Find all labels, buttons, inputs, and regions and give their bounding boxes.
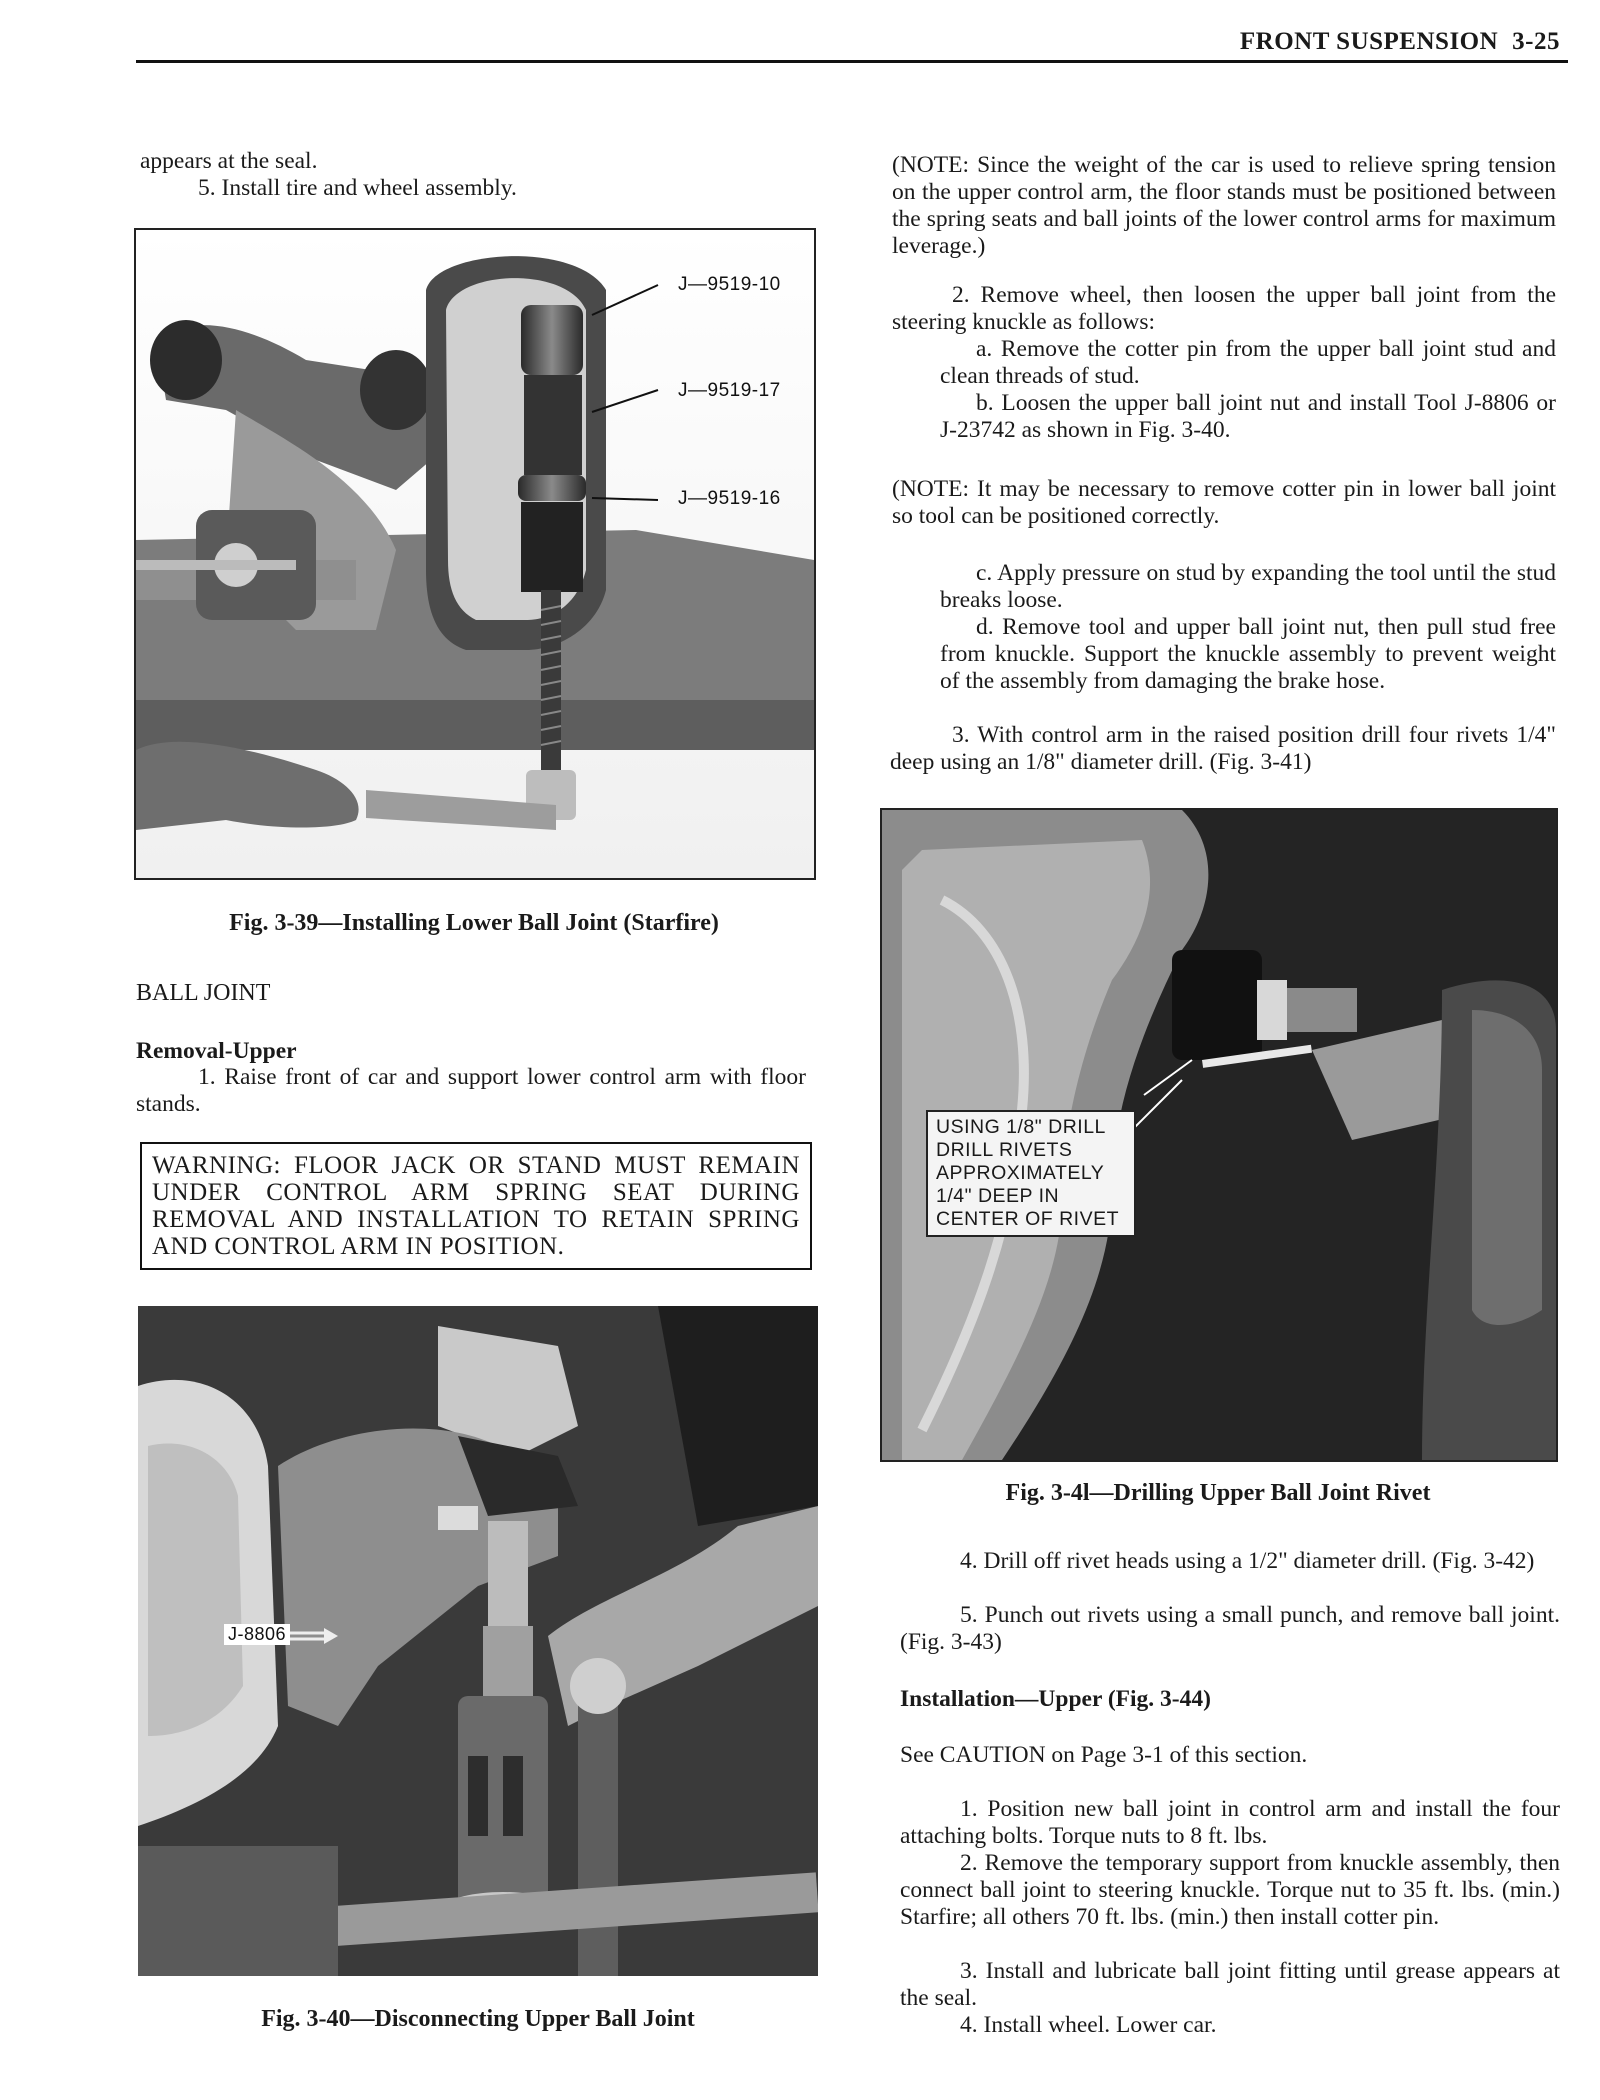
subheading-removal-upper: Removal-Upper	[136, 1038, 297, 1064]
figure-3-39	[134, 228, 816, 880]
fig41-note-line-2: DRILL RIVETS	[936, 1139, 1073, 1161]
step-4	[900, 1548, 1560, 1575]
note-1: (NOTE: Since the weight of the car is used to relieve spring tension on the upper control arm, the floor stands must be positioned between the spring seats and ball joints of the lower control arms for maximum leverage.)	[892, 152, 1556, 259]
section-heading-ball-joint: BALL JOINT	[136, 980, 271, 1006]
fig41-note-line-4: 1/4" DEEP IN	[936, 1185, 1060, 1207]
step-3-text: 3. With control arm in the raised position drill four rivets 1/4" deep using an 1/8" diameter drill. (Fig. 3-41)	[890, 722, 1556, 775]
step-2	[892, 282, 1556, 336]
figure-3-41	[880, 808, 1558, 1462]
intro-line-1: appears at the seal.	[140, 148, 318, 174]
fig41-caption: Fig. 3-4l—Drilling Upper Ball Joint Rivet	[1005, 1480, 1431, 1506]
fig41-note	[926, 1110, 1136, 1237]
fig39-callout-3: J—9519-16	[678, 488, 781, 509]
fig40-callout: J-8806	[224, 1624, 290, 1645]
warning-box: WARNING: FLOOR JACK OR STAND MUST REMAIN UNDER CONTROL ARM SPRING SEAT DURING REMOVAL AND INSTALLATION TO RETAIN SPRING AND CONTROL ARM IN POSITION.	[140, 1142, 812, 1270]
step-2-text: 2. Remove wheel, then loosen the upper ball joint from the steering knuckle as follows:	[892, 282, 1556, 335]
step-2b	[940, 390, 1556, 444]
step-5-text: 5. Punch out rivets using a small punch, and remove ball joint. (Fig. 3-43)	[900, 1602, 1560, 1655]
fig39-caption: Fig. 3-39—Installing Lower Ball Joint (Starfire)	[229, 910, 719, 936]
fig39-callout-2: J—9519-17	[678, 380, 781, 401]
fig39-callout-1: J—9519-10	[678, 274, 781, 295]
install-step-1-text: 1. Position new ball joint in control arm and install the four attaching bolts. Torque nuts to 8 ft. lbs.	[900, 1796, 1560, 1849]
note-2: (NOTE: It may be necessary to remove cotter pin in lower ball joint so tool can be positioned correctly.	[892, 476, 1556, 529]
removal-step-1	[136, 1064, 806, 1118]
step-3	[890, 722, 1556, 776]
fig41-note-line-5: CENTER OF RIVET	[936, 1208, 1120, 1230]
step-2c-text: c. Apply pressure on stud by expanding the tool until the stud breaks loose.	[940, 560, 1556, 613]
intro-line-2: 5. Install tire and wheel assembly.	[198, 175, 517, 201]
fig40-caption: Fig. 3-40—Disconnecting Upper Ball Joint	[261, 2006, 695, 2032]
step-2d-text: d. Remove tool and upper ball joint nut, then pull stud free from knuckle. Support the knuckle assembly to prevent weight of the assembly from damaging the brake hose.	[940, 614, 1556, 694]
install-step-3-text: 3. Install and lubricate ball joint fitting until grease appears at the seal.	[900, 1958, 1560, 2011]
step-2d	[940, 614, 1556, 695]
fig39-photo	[136, 230, 814, 878]
fig41-note-line-3: APPROXIMATELY	[936, 1162, 1105, 1184]
step-5	[900, 1602, 1560, 1656]
header-rule	[136, 60, 1568, 63]
step-2b-text: b. Loosen the upper ball joint nut and install Tool J-8806 or J-23742 as shown in Fig. 3-40.	[940, 390, 1556, 443]
section-title: FRONT SUSPENSION	[1239, 28, 1499, 55]
step-4-text: 4. Drill off rivet heads using a 1/2" diameter drill. (Fig. 3-42)	[960, 1548, 1535, 1574]
figure-3-40	[138, 1306, 818, 1976]
page-number: 3-25	[1512, 28, 1560, 55]
install-step-3	[900, 1958, 1560, 2012]
subheading-installation-upper: Installation—Upper (Fig. 3-44)	[900, 1686, 1211, 1712]
step-2a	[940, 336, 1556, 390]
removal-step-1-text: 1. Raise front of car and support lower control arm with floor stands.	[136, 1064, 806, 1117]
install-step-4-text: 4. Install wheel. Lower car.	[960, 2012, 1217, 2038]
install-step-2	[900, 1850, 1560, 1931]
left-intro	[140, 148, 800, 202]
install-step-2-text: 2. Remove the temporary support from knuckle assembly, then connect ball joint to steering knuckle. Torque nut to 35 ft. lbs. (min.) Starfire; all others 70 ft. lbs. (min.) then install cotter pin.	[900, 1850, 1560, 1930]
page-header	[120, 28, 1560, 62]
step-2c	[940, 560, 1556, 614]
fig41-note-line-1: USING 1/8" DRILL	[936, 1116, 1106, 1138]
step-2a-text: a. Remove the cotter pin from the upper ball joint stud and clean threads of stud.	[940, 336, 1556, 389]
install-step-1	[900, 1796, 1560, 1850]
install-step-4	[900, 2012, 1560, 2039]
caution-reference: See CAUTION on Page 3-1 of this section.	[900, 1742, 1308, 1768]
